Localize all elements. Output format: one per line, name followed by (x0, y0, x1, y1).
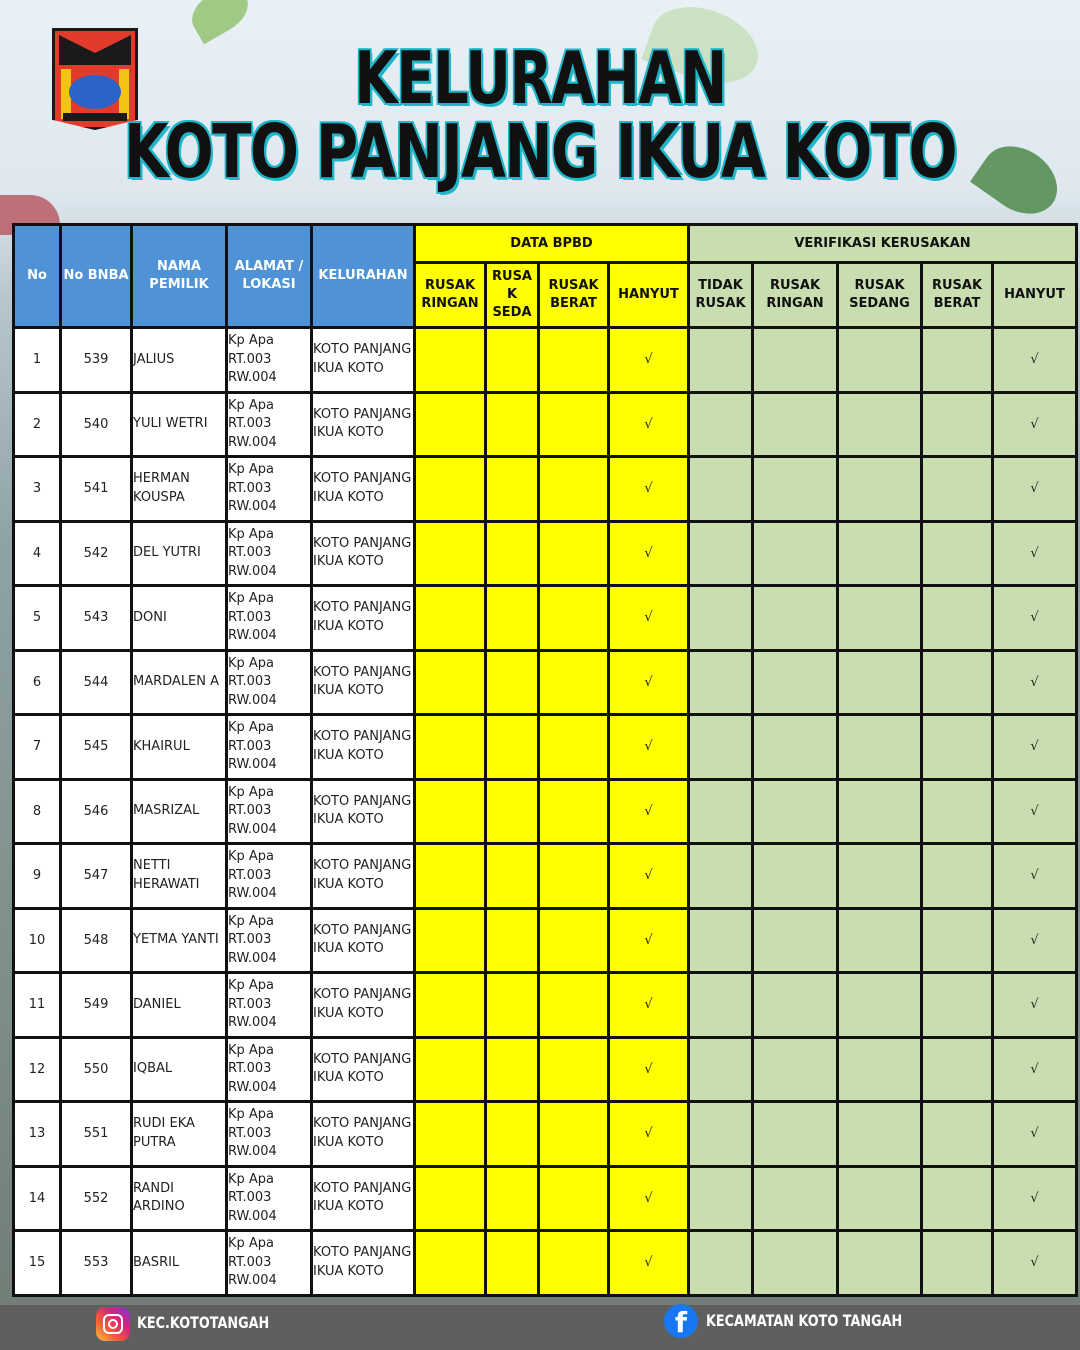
cell-bpbd-rusak-berat (539, 1166, 609, 1231)
cell-bpbd-rusak-berat (539, 1037, 609, 1102)
table-row (14, 779, 1077, 844)
cell-verif-tidak-rusak (689, 586, 753, 651)
cell-verif-hanyut: √ (993, 715, 1077, 780)
cell-verif-hanyut: √ (993, 1231, 1077, 1296)
cell-bnba: 547 (61, 844, 132, 909)
header-verif-rusak-ringan: RUSAK RINGAN (753, 263, 838, 328)
cell-no: 11 (14, 973, 61, 1038)
cell-bnba: 539 (61, 328, 132, 393)
cell-verif-tidak-rusak (689, 779, 753, 844)
cell-verif-tidak-rusak (689, 328, 753, 393)
cell-verif-tidak-rusak (689, 1231, 753, 1296)
cell-nama: HERMAN KOUSPA (132, 457, 227, 522)
cell-bpbd-rusak-sedang (486, 908, 539, 973)
cell-bpbd-rusak-sedang (486, 715, 539, 780)
cell-verif-tidak-rusak (689, 844, 753, 909)
cell-bnba: 550 (61, 1037, 132, 1102)
cell-alamat: Kp Apa RT.003 RW.004 (227, 1231, 312, 1296)
cell-bpbd-rusak-ringan (415, 973, 486, 1038)
cell-bpbd-rusak-ringan (415, 586, 486, 651)
cell-verif-rusak-berat (922, 392, 993, 457)
cell-verif-hanyut: √ (993, 779, 1077, 844)
header-bpbd-rusak-ringan: RUSAK RINGAN (415, 263, 486, 328)
cell-verif-rusak-sedang (838, 328, 922, 393)
header-bpbd-rusak-berat: RUSAK BERAT (539, 263, 609, 328)
cell-verif-hanyut: √ (993, 1037, 1077, 1102)
cell-alamat: Kp Apa RT.003 RW.004 (227, 1037, 312, 1102)
cell-no: 13 (14, 1102, 61, 1167)
table-row (14, 328, 1077, 393)
cell-verif-rusak-sedang (838, 908, 922, 973)
table-row (14, 1166, 1077, 1231)
cell-bpbd-hanyut: √ (609, 1231, 689, 1296)
cell-no: 15 (14, 1231, 61, 1296)
cell-bpbd-rusak-ringan (415, 844, 486, 909)
cell-bpbd-rusak-ringan (415, 779, 486, 844)
cell-kelurahan: KOTO PANJANG IKUA KOTO (312, 1102, 415, 1167)
page-title-line1: KELURAHAN (354, 36, 726, 120)
table-row (14, 1037, 1077, 1102)
cell-bpbd-rusak-ringan (415, 1166, 486, 1231)
instagram-icon[interactable] (96, 1307, 130, 1341)
cell-alamat: Kp Apa RT.003 RW.004 (227, 973, 312, 1038)
cell-verif-hanyut: √ (993, 1102, 1077, 1167)
cell-verif-rusak-sedang (838, 457, 922, 522)
cell-verif-rusak-sedang (838, 586, 922, 651)
facebook-page-name[interactable]: KECAMATAN KOTO TANGAH (706, 1311, 903, 1330)
leaf-decoration (970, 132, 1070, 227)
cell-alamat: Kp Apa RT.003 RW.004 (227, 586, 312, 651)
cell-bpbd-rusak-berat (539, 650, 609, 715)
cell-bpbd-rusak-berat (539, 328, 609, 393)
cell-bpbd-hanyut: √ (609, 328, 689, 393)
cell-kelurahan: KOTO PANJANG IKUA KOTO (312, 844, 415, 909)
cell-bnba: 548 (61, 908, 132, 973)
cell-verif-rusak-ringan (753, 650, 838, 715)
cell-bnba: 551 (61, 1102, 132, 1167)
cell-verif-tidak-rusak (689, 650, 753, 715)
cell-verif-rusak-sedang (838, 1037, 922, 1102)
table-row (14, 715, 1077, 780)
header-bpbd-rusak-sedang: RUSA K SEDA (486, 263, 539, 328)
cell-bnba: 544 (61, 650, 132, 715)
cell-verif-hanyut: √ (993, 586, 1077, 651)
cell-verif-rusak-berat (922, 1231, 993, 1296)
cell-alamat: Kp Apa RT.003 RW.004 (227, 908, 312, 973)
cell-bpbd-rusak-ringan (415, 650, 486, 715)
page-title-line2: KOTO PANJANG IKUA KOTO (123, 109, 957, 195)
cell-bpbd-rusak-ringan (415, 1102, 486, 1167)
table-row (14, 844, 1077, 909)
cell-kelurahan: KOTO PANJANG IKUA KOTO (312, 392, 415, 457)
cell-bpbd-rusak-sedang (486, 973, 539, 1038)
table-row (14, 392, 1077, 457)
cell-bpbd-rusak-sedang (486, 1166, 539, 1231)
cell-bpbd-rusak-sedang (486, 521, 539, 586)
cell-verif-rusak-berat (922, 1102, 993, 1167)
cell-bpbd-hanyut: √ (609, 1102, 689, 1167)
cell-verif-rusak-sedang (838, 973, 922, 1038)
header-nama-pemilik: NAMA PEMILIK (132, 225, 227, 328)
cell-verif-rusak-sedang (838, 1231, 922, 1296)
cell-verif-rusak-ringan (753, 779, 838, 844)
table-row (14, 650, 1077, 715)
cell-verif-rusak-ringan (753, 1231, 838, 1296)
cell-verif-rusak-sedang (838, 1102, 922, 1167)
cell-verif-rusak-ringan (753, 1037, 838, 1102)
cell-bnba: 542 (61, 521, 132, 586)
cell-verif-rusak-ringan (753, 844, 838, 909)
cell-verif-rusak-ringan (753, 1102, 838, 1167)
cell-bpbd-rusak-ringan (415, 1231, 486, 1296)
header-data-bpbd: DATA BPBD (415, 225, 689, 263)
cell-bpbd-rusak-berat (539, 586, 609, 651)
cell-verif-rusak-ringan (753, 457, 838, 522)
cell-bpbd-rusak-sedang (486, 650, 539, 715)
cell-bpbd-rusak-berat (539, 908, 609, 973)
cell-nama: YULI WETRI (132, 392, 227, 457)
cell-bpbd-rusak-sedang (486, 779, 539, 844)
cell-bpbd-hanyut: √ (609, 844, 689, 909)
cell-bpbd-hanyut: √ (609, 779, 689, 844)
cell-verif-rusak-berat (922, 457, 993, 522)
cell-bpbd-rusak-ringan (415, 908, 486, 973)
cell-kelurahan: KOTO PANJANG IKUA KOTO (312, 457, 415, 522)
cell-nama: IQBAL (132, 1037, 227, 1102)
cell-no: 1 (14, 328, 61, 393)
cell-verif-hanyut: √ (993, 1166, 1077, 1231)
cell-verif-rusak-berat (922, 1166, 993, 1231)
cell-verif-hanyut: √ (993, 973, 1077, 1038)
cell-verif-tidak-rusak (689, 1102, 753, 1167)
cell-alamat: Kp Apa RT.003 RW.004 (227, 328, 312, 393)
cell-bnba: 552 (61, 1166, 132, 1231)
cell-nama: KHAIRUL (132, 715, 227, 780)
damage-table (12, 223, 1078, 1297)
table-row (14, 586, 1077, 651)
cell-no: 8 (14, 779, 61, 844)
cell-bpbd-hanyut: √ (609, 586, 689, 651)
cell-verif-rusak-ringan (753, 973, 838, 1038)
cell-verif-tidak-rusak (689, 973, 753, 1038)
cell-bpbd-hanyut: √ (609, 973, 689, 1038)
header-verif-tidak-rusak: TIDAK RUSAK (689, 263, 753, 328)
cell-bpbd-rusak-sedang (486, 1102, 539, 1167)
cell-no: 2 (14, 392, 61, 457)
cell-verif-tidak-rusak (689, 392, 753, 457)
cell-verif-rusak-berat (922, 908, 993, 973)
cell-bpbd-rusak-ringan (415, 521, 486, 586)
cell-verif-rusak-ringan (753, 1166, 838, 1231)
cell-verif-hanyut: √ (993, 844, 1077, 909)
cell-bpbd-hanyut: √ (609, 392, 689, 457)
table-row (14, 973, 1077, 1038)
cell-kelurahan: KOTO PANJANG IKUA KOTO (312, 973, 415, 1038)
cell-verif-rusak-sedang (838, 844, 922, 909)
facebook-icon[interactable]: f (664, 1304, 698, 1338)
cell-kelurahan: KOTO PANJANG IKUA KOTO (312, 1037, 415, 1102)
cell-bpbd-hanyut: √ (609, 457, 689, 522)
cell-kelurahan: KOTO PANJANG IKUA KOTO (312, 650, 415, 715)
cell-kelurahan: KOTO PANJANG IKUA KOTO (312, 1166, 415, 1231)
cell-nama: DONI (132, 586, 227, 651)
cell-alamat: Kp Apa RT.003 RW.004 (227, 1102, 312, 1167)
cell-bpbd-rusak-sedang (486, 457, 539, 522)
cell-kelurahan: KOTO PANJANG IKUA KOTO (312, 328, 415, 393)
cell-bnba: 540 (61, 392, 132, 457)
cell-bpbd-hanyut: √ (609, 715, 689, 780)
cell-verif-hanyut: √ (993, 392, 1077, 457)
cell-verif-rusak-ringan (753, 328, 838, 393)
cell-no: 14 (14, 1166, 61, 1231)
cell-no: 12 (14, 1037, 61, 1102)
cell-verif-hanyut: √ (993, 457, 1077, 522)
cell-bnba: 546 (61, 779, 132, 844)
cell-bpbd-rusak-berat (539, 1102, 609, 1167)
cell-verif-rusak-ringan (753, 715, 838, 780)
table-row (14, 521, 1077, 586)
header-no: No (14, 225, 61, 328)
cell-bpbd-rusak-ringan (415, 392, 486, 457)
header-no-bnba: No BNBA (61, 225, 132, 328)
cell-verif-rusak-berat (922, 1037, 993, 1102)
cell-verif-rusak-ringan (753, 521, 838, 586)
cell-no: 9 (14, 844, 61, 909)
cell-verif-rusak-berat (922, 650, 993, 715)
cell-nama: YETMA YANTI (132, 908, 227, 973)
cell-verif-rusak-sedang (838, 779, 922, 844)
cell-bpbd-rusak-ringan (415, 328, 486, 393)
cell-bpbd-rusak-berat (539, 973, 609, 1038)
cell-nama: JALIUS (132, 328, 227, 393)
cell-alamat: Kp Apa RT.003 RW.004 (227, 521, 312, 586)
cell-verif-rusak-berat (922, 328, 993, 393)
cell-kelurahan: KOTO PANJANG IKUA KOTO (312, 586, 415, 651)
cell-alamat: Kp Apa RT.003 RW.004 (227, 650, 312, 715)
cell-nama: DEL YUTRI (132, 521, 227, 586)
cell-bpbd-rusak-berat (539, 457, 609, 522)
header-bpbd-hanyut: HANYUT (609, 263, 689, 328)
cell-verif-rusak-berat (922, 779, 993, 844)
cell-bpbd-rusak-sedang (486, 844, 539, 909)
cell-nama: RUDI EKA PUTRA (132, 1102, 227, 1167)
cell-verif-tidak-rusak (689, 715, 753, 780)
cell-verif-tidak-rusak (689, 457, 753, 522)
cell-bpbd-rusak-ringan (415, 715, 486, 780)
cell-bnba: 549 (61, 973, 132, 1038)
cell-bpbd-rusak-berat (539, 715, 609, 780)
cell-bnba: 543 (61, 586, 132, 651)
cell-bpbd-rusak-berat (539, 1231, 609, 1296)
cell-alamat: Kp Apa RT.003 RW.004 (227, 844, 312, 909)
cell-verif-rusak-sedang (838, 650, 922, 715)
cell-bpbd-rusak-sedang (486, 328, 539, 393)
cell-verif-tidak-rusak (689, 521, 753, 586)
cell-verif-rusak-ringan (753, 392, 838, 457)
cell-kelurahan: KOTO PANJANG IKUA KOTO (312, 779, 415, 844)
header-verif-hanyut: HANYUT (993, 263, 1077, 328)
cell-bpbd-rusak-sedang (486, 1037, 539, 1102)
cell-nama: BASRIL (132, 1231, 227, 1296)
cell-verif-tidak-rusak (689, 908, 753, 973)
header-verif-rusak-berat: RUSAK BERAT (922, 263, 993, 328)
cell-bpbd-rusak-berat (539, 392, 609, 457)
cell-bpbd-rusak-berat (539, 844, 609, 909)
cell-alamat: Kp Apa RT.003 RW.004 (227, 392, 312, 457)
cell-verif-hanyut: √ (993, 650, 1077, 715)
cell-verif-hanyut: √ (993, 328, 1077, 393)
cell-alamat: Kp Apa RT.003 RW.004 (227, 1166, 312, 1231)
cell-bpbd-rusak-ringan (415, 457, 486, 522)
cell-verif-rusak-berat (922, 844, 993, 909)
cell-alamat: Kp Apa RT.003 RW.004 (227, 779, 312, 844)
header-alamat: ALAMAT / LOKASI (227, 225, 312, 328)
cell-bpbd-rusak-ringan (415, 1037, 486, 1102)
cell-verif-rusak-sedang (838, 715, 922, 780)
cell-verif-rusak-berat (922, 521, 993, 586)
cell-kelurahan: KOTO PANJANG IKUA KOTO (312, 521, 415, 586)
cell-verif-tidak-rusak (689, 1166, 753, 1231)
cell-nama: MARDALEN A (132, 650, 227, 715)
cell-verif-rusak-berat (922, 586, 993, 651)
cell-verif-rusak-sedang (838, 392, 922, 457)
cell-bpbd-hanyut: √ (609, 1037, 689, 1102)
cell-verif-hanyut: √ (993, 908, 1077, 973)
cell-bpbd-rusak-berat (539, 779, 609, 844)
cell-no: 7 (14, 715, 61, 780)
cell-nama: MASRIZAL (132, 779, 227, 844)
cell-bnba: 545 (61, 715, 132, 780)
instagram-handle[interactable]: KEC.KOTOTANGAH (137, 1313, 270, 1332)
cell-alamat: Kp Apa RT.003 RW.004 (227, 457, 312, 522)
cell-nama: RANDI ARDINO (132, 1166, 227, 1231)
cell-bpbd-hanyut: √ (609, 521, 689, 586)
cell-no: 4 (14, 521, 61, 586)
cell-bpbd-rusak-sedang (486, 586, 539, 651)
cell-kelurahan: KOTO PANJANG IKUA KOTO (312, 908, 415, 973)
cell-nama: NETTI HERAWATI (132, 844, 227, 909)
cell-nama: DANIEL (132, 973, 227, 1038)
table-row (14, 1102, 1077, 1167)
cell-bpbd-rusak-berat (539, 521, 609, 586)
cell-verif-rusak-sedang (838, 1166, 922, 1231)
cell-kelurahan: KOTO PANJANG IKUA KOTO (312, 1231, 415, 1296)
cell-bpbd-rusak-sedang (486, 1231, 539, 1296)
cell-verif-rusak-ringan (753, 586, 838, 651)
cell-bpbd-hanyut: √ (609, 908, 689, 973)
cell-no: 6 (14, 650, 61, 715)
table-row (14, 457, 1077, 522)
cell-verif-rusak-berat (922, 715, 993, 780)
table-row (14, 1231, 1077, 1296)
cell-verif-rusak-ringan (753, 908, 838, 973)
cell-bpbd-rusak-sedang (486, 392, 539, 457)
header-verif-rusak-sedang: RUSAK SEDANG (838, 263, 922, 328)
cell-kelurahan: KOTO PANJANG IKUA KOTO (312, 715, 415, 780)
cell-bnba: 541 (61, 457, 132, 522)
cell-bnba: 553 (61, 1231, 132, 1296)
cell-no: 10 (14, 908, 61, 973)
cell-no: 5 (14, 586, 61, 651)
cell-bpbd-hanyut: √ (609, 1166, 689, 1231)
cell-alamat: Kp Apa RT.003 RW.004 (227, 715, 312, 780)
table-row (14, 908, 1077, 973)
cell-bpbd-hanyut: √ (609, 650, 689, 715)
header-kelurahan: KELURAHAN (312, 225, 415, 328)
cell-verif-tidak-rusak (689, 1037, 753, 1102)
header-verifikasi: VERIFIKASI KERUSAKAN (689, 225, 1077, 263)
cell-verif-hanyut: √ (993, 521, 1077, 586)
cell-verif-rusak-berat (922, 973, 993, 1038)
cell-no: 3 (14, 457, 61, 522)
cell-verif-rusak-sedang (838, 521, 922, 586)
